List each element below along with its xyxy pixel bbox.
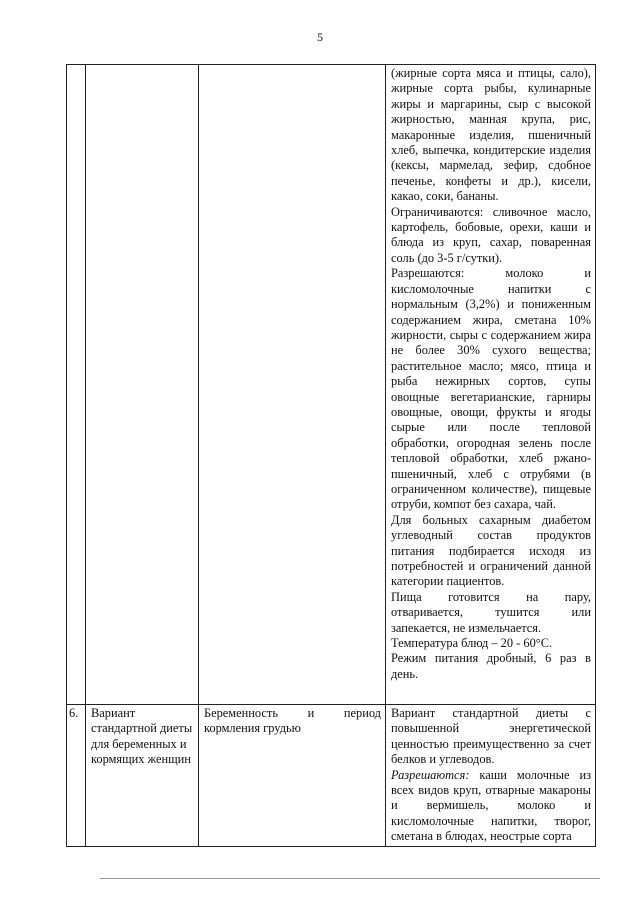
description-paragraph: Разрешаются: молоко и кисломолочные напитки с нормальным (3,2%) и пониженным содержанием жира, сметана 10% жирности, сыры с содержанием жира не более 30% сухого вещества; растительное масло; мясо, птица и рыба нежирных сортов, супы овощные вегетарианские, гарниры овощные, овощи, фрукты и ягоды сырые или после тепловой обработки, огородная зелень после тепловой обработки, хлеб ржано-пшеничный, хлеб с отрубями (в ограниченном количестве), пищевые отруби, компот без сахара, чай. [391,266,591,512]
allowed-label: Разрешаются: [391,767,470,782]
description-paragraph: Ограничиваются: сливочное масло, картофель, бобовые, орехи, каши и блюда из круп, сахар, поваренная соль (до 3-5 г/сутки). [391,204,591,265]
indications-cell [199,65,386,705]
diet-description-cell [386,705,596,847]
row-number-cell: 6. [67,705,86,847]
table-row [67,705,596,847]
table-row [67,65,596,705]
description-paragraph: Вариант стандартной диеты с повышенной энергетической ценностью преимущественно за счет белков и углеводов. [391,706,591,767]
description-paragraph: Режим питания дробный, 6 раз в день. [391,651,591,681]
diet-table [66,64,596,847]
indications-cell [199,705,386,847]
diet-name-cell: Вариант стандартной диеты для беременных и кормящих женщин [86,705,199,847]
description-paragraph: Пища готовится на пару, отваривается, тушится или запекается, не измельчается. [391,589,591,635]
diet-name-cell [86,65,199,705]
diet-description-cell [386,65,596,705]
description-paragraph: Температура блюд – 20 - 60°С. [391,636,553,651]
description-paragraph: Для больных сахарным диабетом углеводный состав продуктов питания подбирается исходя из потребностей и ограничений данной категории пациентов. [391,512,591,589]
page-number: 5 [317,30,323,44]
description-paragraph [391,768,591,845]
row-number-cell [67,65,86,705]
page-bottom-rule [100,878,600,879]
description-paragraph: (жирные сорта мяса и птицы, сало), жирные сорта рыбы, кулинарные жиры и маргарины, сыр с высокой жирностью, манная крупа, рис, макаронные изделия, пшеничный хлеб, выпечка, кондитерские изделия (кексы, мармелад, зефир, сдобное печенье, конфеты и др.), кисели, какао, соки, бананы. [391,66,591,204]
indications-text: Беременность и период кормления грудью [204,706,381,736]
allowed-text: каши молочные из всех видов круп, отварные макароны и вермишель, молоко и кисломолочные напитки, творог, сметана в блюдах, неострые сорта [391,767,591,844]
